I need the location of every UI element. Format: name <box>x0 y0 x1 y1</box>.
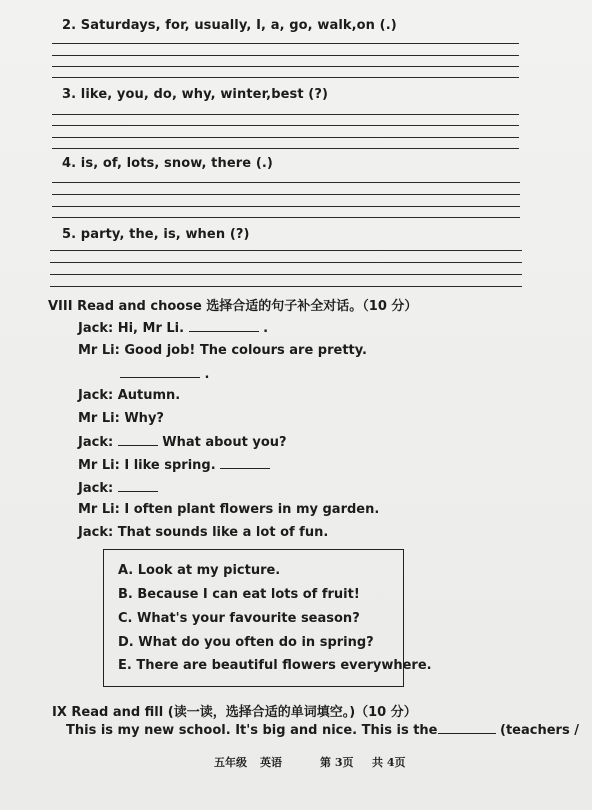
dialogue-text: I often plant flowers in my garden. <box>124 502 380 517</box>
blank-5[interactable] <box>118 480 158 492</box>
answer-line[interactable] <box>52 114 519 115</box>
answer-line[interactable] <box>52 43 519 44</box>
dialogue-line-10 <box>78 525 328 540</box>
footer-page: 第 3页 <box>320 756 354 769</box>
speaker: Jack: <box>78 388 114 403</box>
dialogue-text: That sounds like a lot of fun. <box>117 525 329 540</box>
speaker: Mr Li: <box>78 411 120 426</box>
question-2: 2. Saturdays, for, usually, I, a, go, walk,on (.) <box>62 18 397 33</box>
dialogue-text: . <box>263 321 269 336</box>
speaker: Jack: <box>78 435 114 450</box>
dialogue-line-4 <box>78 388 180 403</box>
answer-line[interactable] <box>52 206 520 207</box>
dialogue-text: Good job! The colours are pretty. <box>124 343 367 358</box>
speaker: Jack: <box>78 525 114 540</box>
dialogue-text: Autumn. <box>117 388 181 403</box>
speaker: Jack: <box>78 481 114 496</box>
dialogue-text: What about you? <box>162 435 287 450</box>
speaker: Mr Li: <box>78 502 120 517</box>
option-a: A. Look at my picture. <box>118 563 281 578</box>
passage-text: This is my new school. It's big and nice. This is the <box>66 723 438 738</box>
dialogue-text: I like spring. <box>124 458 216 473</box>
answer-line[interactable] <box>50 262 522 263</box>
speaker: Jack: <box>78 321 114 336</box>
speaker: Mr Li: <box>78 343 120 358</box>
answer-line[interactable] <box>52 55 519 56</box>
dialogue-text: . <box>204 367 210 382</box>
answer-line[interactable] <box>50 274 522 275</box>
answer-line[interactable] <box>52 148 519 149</box>
option-d: D. What do you often do in spring? <box>118 635 374 650</box>
speaker: Mr Li: <box>78 458 120 473</box>
dialogue-text: Why? <box>124 411 164 426</box>
blank-6[interactable] <box>438 722 496 734</box>
dialogue-line-2 <box>78 343 367 358</box>
question-5: 5. party, the, is, when (?) <box>62 227 250 242</box>
answer-line[interactable] <box>50 286 522 287</box>
answer-line[interactable] <box>52 194 520 195</box>
dialogue-line-7 <box>78 457 270 473</box>
option-c: C. What's your favourite season? <box>118 611 360 626</box>
section-viii-title: VIII Read and choose 选择合适的句子补全对话。（10 分） <box>48 299 418 314</box>
blank-4[interactable] <box>220 457 270 469</box>
answer-line[interactable] <box>52 66 519 67</box>
option-e: E. There are beautiful flowers everywhere. <box>118 658 432 673</box>
question-4: 4. is, of, lots, snow, there (.) <box>62 156 273 171</box>
footer-grade: 五年级 <box>214 756 247 769</box>
dialogue-line-6 <box>78 434 287 450</box>
dialogue-line-9 <box>78 502 379 517</box>
answer-line[interactable] <box>52 125 519 126</box>
footer-total: 共 4页 <box>372 756 406 769</box>
dialogue-line-3 <box>120 366 209 382</box>
answer-line[interactable] <box>52 182 520 183</box>
answer-line[interactable] <box>52 137 519 138</box>
dialogue-line-1 <box>78 320 268 336</box>
dialogue-line-5 <box>78 411 164 426</box>
answer-line[interactable] <box>50 250 522 251</box>
blank-3[interactable] <box>118 434 158 446</box>
dialogue-text: Hi, Mr Li. <box>117 321 185 336</box>
blank-2[interactable] <box>120 366 200 378</box>
blank-1[interactable] <box>189 320 259 332</box>
dialogue-line-8 <box>78 480 158 496</box>
section-ix-title: IX Read and fill (读一读，选择合适的单词填空。)（10 分） <box>52 705 417 720</box>
answer-line[interactable] <box>52 217 520 218</box>
passage-text: (teachers / <box>500 723 579 738</box>
footer-subject: 英语 <box>260 756 282 769</box>
answer-line[interactable] <box>52 77 519 78</box>
option-b: B. Because I can eat lots of fruit! <box>118 587 360 602</box>
question-3: 3. like, you, do, why, winter,best (?) <box>62 87 329 102</box>
section-ix-line-1 <box>66 722 579 738</box>
